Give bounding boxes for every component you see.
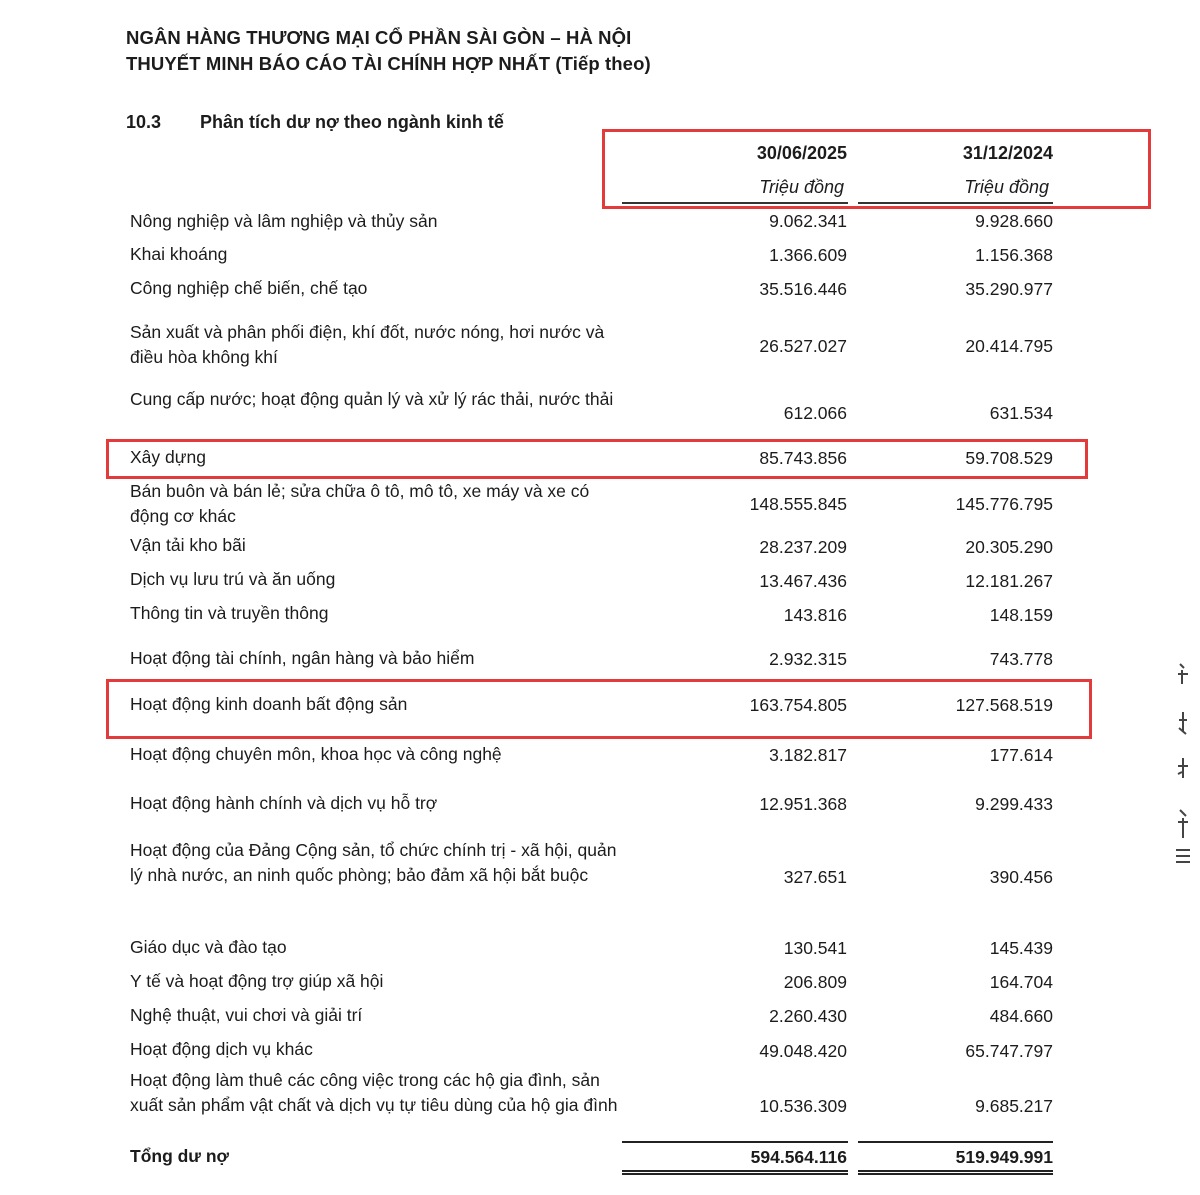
row-value-2024: 127.568.519	[955, 695, 1053, 715]
row-value-2024: 65.747.797	[965, 1041, 1053, 1061]
row-value-2024: 177.614	[989, 745, 1053, 765]
row-value-2024: 484.660	[989, 1006, 1053, 1026]
total-rule-bottom-2025	[622, 1170, 848, 1172]
row-value-2024: 12.181.267	[965, 571, 1053, 591]
row-value-2025: 10.536.309	[759, 1096, 847, 1116]
row-value-2025: 163.754.805	[749, 695, 847, 715]
bank-name: NGÂN HÀNG THƯƠNG MẠI CỔ PHẦN SÀI GÒN – HÀ NỘI	[126, 27, 632, 48]
total-rule-bottom2-2024	[858, 1173, 1053, 1175]
column-unit-2025: Triệu đồng	[759, 177, 844, 197]
column-date-2025: 30/06/2025	[756, 143, 847, 163]
row-value-2025: 9.062.341	[769, 211, 847, 231]
row-value-2025: 130.541	[783, 938, 847, 958]
row-value-2024: 148.159	[989, 605, 1053, 625]
row-label: Xây dựng	[130, 447, 206, 467]
row-value-2025: 28.237.209	[759, 537, 847, 557]
row-label: Công nghiệp chế biến, chế tạo	[130, 278, 368, 298]
row-value-2025: 35.516.446	[759, 279, 847, 299]
row-label: Hoạt động kinh doanh bất động sản	[130, 694, 408, 714]
row-value-2024: 35.290.977	[965, 279, 1053, 299]
margin-scan-marks	[1170, 660, 1196, 870]
row-value-2025: 13.467.436	[759, 571, 847, 591]
row-value-2024: 164.704	[989, 972, 1053, 992]
row-label: Nghệ thuật, vui chơi và giải trí	[130, 1005, 363, 1025]
total-rule-bottom-2024	[858, 1170, 1053, 1172]
row-value-2025: 2.260.430	[769, 1006, 847, 1026]
section-title: Phân tích dư nợ theo ngành kinh tế	[200, 112, 504, 132]
row-value-2024: 9.685.217	[975, 1096, 1053, 1116]
total-value-2024: 519.949.991	[955, 1147, 1053, 1167]
row-value-2024: 59.708.529	[965, 448, 1053, 468]
row-value-2025: 85.743.856	[759, 448, 847, 468]
row-value-2024: 20.305.290	[965, 537, 1053, 557]
row-value-2025: 12.951.368	[759, 794, 847, 814]
report-title: THUYẾT MINH BÁO CÁO TÀI CHÍNH HỢP NHẤT (Tiếp theo)	[126, 53, 651, 74]
row-value-2025: 612.066	[783, 403, 847, 423]
column-unit-2024: Triệu đồng	[964, 177, 1049, 197]
total-value-2025: 594.564.116	[750, 1147, 847, 1167]
row-value-2025: 1.366.609	[769, 245, 847, 265]
row-value-2024: 1.156.368	[975, 245, 1053, 265]
row-label: Bán buôn và bán lẻ; sửa chữa ô tô, mô tô, xe máy và xe có động cơ khác	[130, 481, 590, 526]
row-value-2025: 206.809	[783, 972, 847, 992]
row-label: Hoạt động dịch vụ khác	[130, 1039, 313, 1059]
row-label: Hoạt động làm thuê các công việc trong các hộ gia đình, sản xuất sản phẩm vật chất và dịch vụ tự tiêu dùng của hộ gia đình	[130, 1070, 618, 1115]
row-label: Vận tải kho bãi	[130, 535, 246, 555]
row-value-2024: 9.299.433	[975, 794, 1053, 814]
row-value-2024: 9.928.660	[975, 211, 1053, 231]
row-value-2024: 145.439	[989, 938, 1053, 958]
total-rule-top-2025	[622, 1141, 848, 1143]
row-label: Sản xuất và phân phối điện, khí đốt, nước nóng, hơi nước và điều hòa không khí	[130, 322, 605, 367]
row-label: Giáo dục và đào tạo	[130, 937, 287, 957]
row-label: Nông nghiệp và lâm nghiệp và thủy sản	[130, 211, 438, 231]
section-number: 10.3	[126, 112, 162, 132]
total-rule-bottom2-2025	[622, 1173, 848, 1175]
row-value-2025: 327.651	[783, 867, 847, 887]
row-value-2025: 143.816	[783, 605, 847, 625]
total-rule-top-2024	[858, 1141, 1053, 1143]
row-value-2024: 631.534	[989, 403, 1053, 423]
row-value-2025: 26.527.027	[759, 336, 847, 356]
row-value-2024: 145.776.795	[955, 494, 1053, 514]
row-label: Dịch vụ lưu trú và ăn uống	[130, 569, 336, 589]
row-label: Hoạt động chuyên môn, khoa học và công nghệ	[130, 744, 502, 764]
row-value-2024: 743.778	[989, 649, 1053, 669]
column-date-2024: 31/12/2024	[962, 143, 1053, 163]
row-label: Y tế và hoạt động trợ giúp xã hội	[130, 971, 384, 991]
row-label: Hoạt động hành chính và dịch vụ hỗ trợ	[130, 793, 438, 813]
row-value-2025: 3.182.817	[769, 745, 847, 765]
row-label: Cung cấp nước; hoạt động quản lý và xử lý rác thải, nước thải	[130, 389, 614, 409]
highlight-box-column-headers	[602, 129, 1151, 209]
total-label: Tổng dư nợ	[130, 1146, 229, 1166]
row-value-2025: 49.048.420	[759, 1041, 847, 1061]
row-value-2025: 148.555.845	[749, 494, 847, 514]
row-value-2024: 20.414.795	[965, 336, 1053, 356]
row-label: Thông tin và truyền thông	[130, 603, 329, 623]
row-label: Hoạt động tài chính, ngân hàng và bảo hiểm	[130, 648, 475, 668]
row-label: Hoạt động của Đảng Cộng sản, tổ chức chính trị - xã hội, quản lý nhà nước, an ninh quốc phòng; bảo đảm xã hội bắt buộc	[130, 840, 617, 885]
row-label: Khai khoáng	[130, 244, 228, 264]
row-value-2025: 2.932.315	[769, 649, 847, 669]
row-value-2024: 390.456	[989, 867, 1053, 887]
